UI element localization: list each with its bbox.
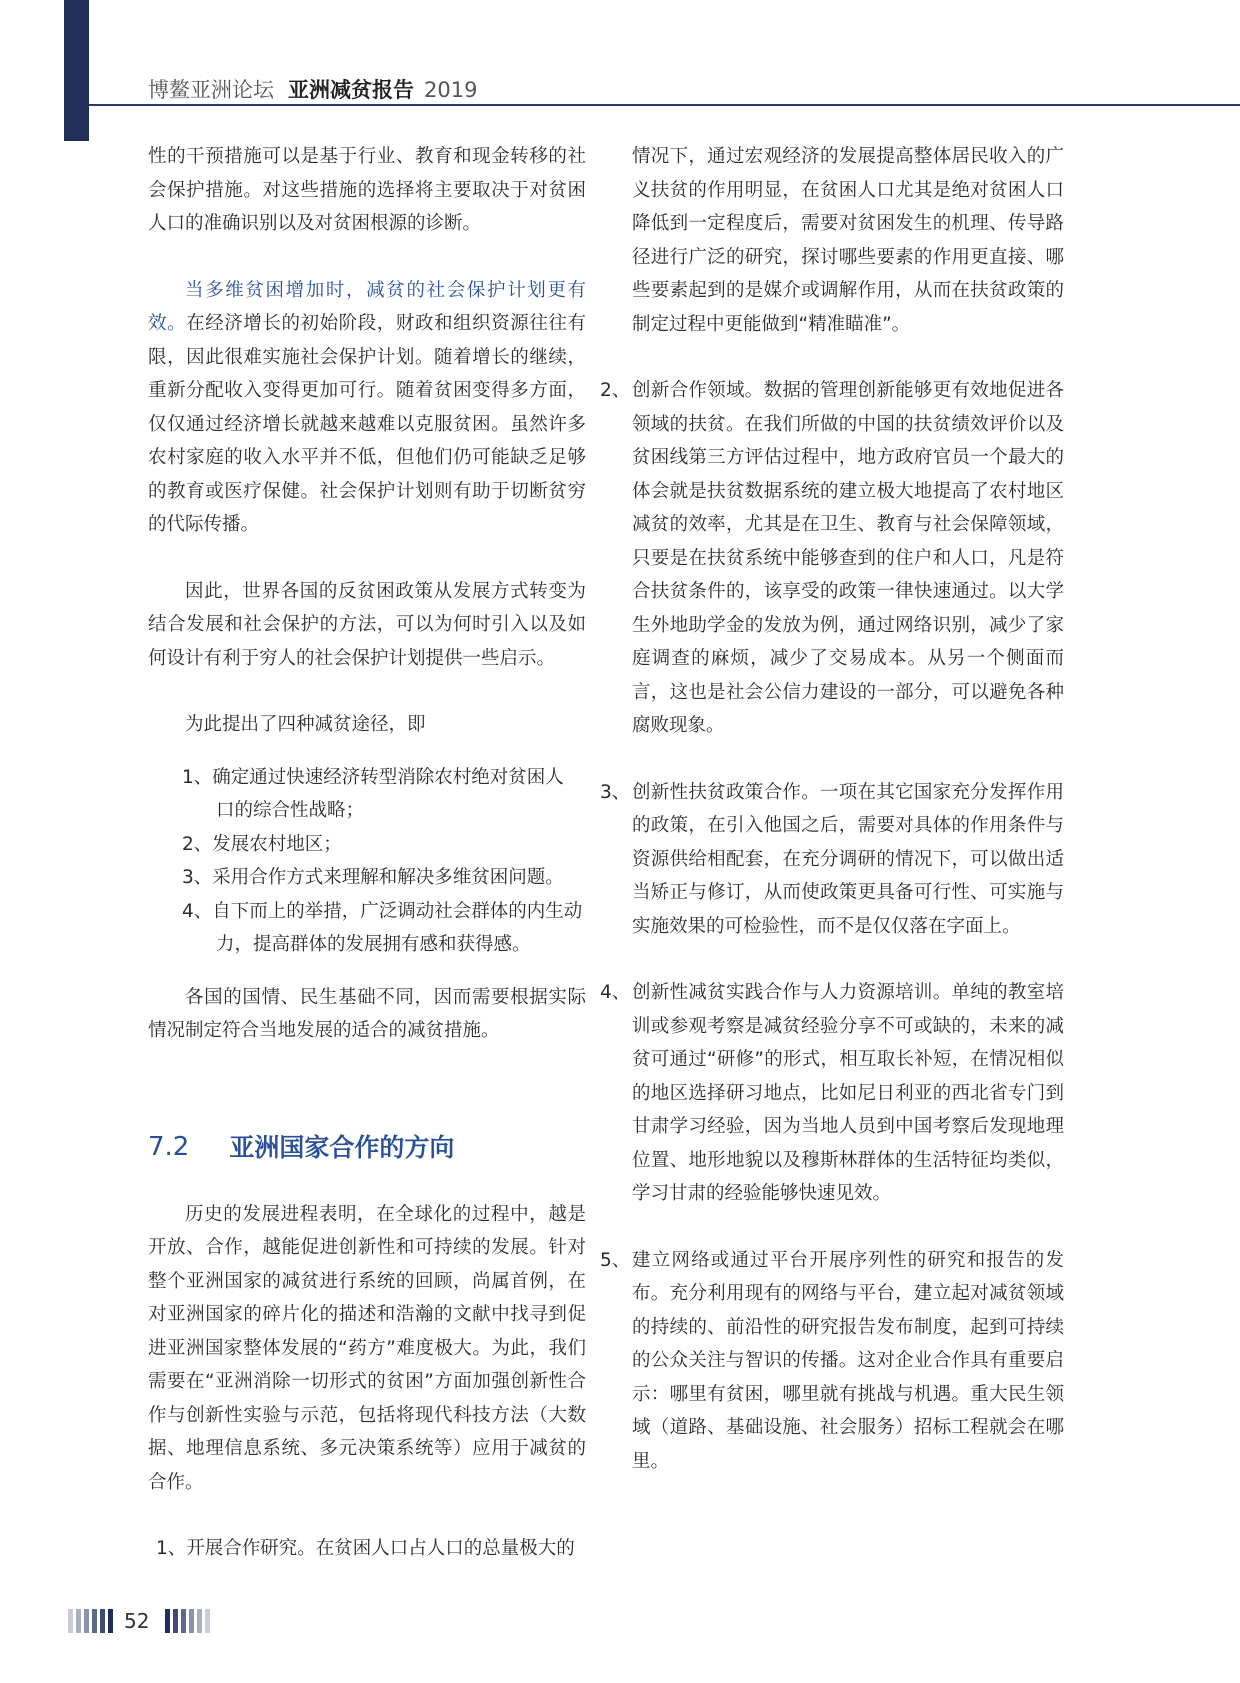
paragraph: 性的干预措施可以是基于行业、教育和现金转移的社会保护措施。对这些措施的选择将主要取决于对贫困人口的准确识别以及对贫困根源的诊断。 bbox=[148, 146, 586, 234]
footer-bars-right bbox=[165, 1609, 213, 1633]
page-number: 52 bbox=[124, 1609, 150, 1633]
list-intro: 为此提出了四种减贫途径，即 bbox=[185, 714, 426, 735]
section-heading bbox=[148, 1118, 586, 1178]
section-title: 亚洲国家合作的方向 bbox=[229, 1132, 455, 1162]
paragraph-text: 在经济增长的初始阶段，财政和组织资源往往有限，因此很难实施社会保护计划。随着增长的继续，重新分配收入变得更加可行。随着贫困变得多方面，仅仅通过经济增长就越来越难以克服贫困。虽然许多农村家庭的收入水平并不低，但他们仍可能缺乏足够的教育或医疗保健。社会保护计划则有助于切断贫穷的代际传播。 bbox=[148, 313, 586, 535]
numbered-item: 5、 建立网络或通过平台开展序列性的研究和报告的发布。充分利用现有的网络与平台，建立起对减贫领域的持续的、前沿性的研究报告发布制度，起到可持续的公众关注与智识的传播。这对企业合作具有重要启示：哪里有贫困，哪里就有挑战与机遇。重大民生领域（道路、基础设施、社会服务）招标工程就会在哪里。 bbox=[600, 1249, 1064, 1472]
paragraph: 历史的发展进程表明，在全球化的过程中，越是开放、合作，越能促进创新性和可持续的发展。针对整个亚洲国家的减贫进行系统的回顾，尚属首例，在对亚洲国家的碎片化的描述和浩瀚的文献中找寻到促进亚洲国家整体发展的“药方”难度极大。为此，我们需要在“亚洲消除一切形式的贫困”方面加强创新性合作与创新性实验与示范，包括将现代科技方法（大数据、地理信息系统、多元决策系统等）应用于减贫的合作。 bbox=[148, 1203, 586, 1493]
header-year: 2019 bbox=[424, 78, 478, 102]
paragraph: 因此，世界各国的反贫困政策从发展方式转变为结合发展和社会保护的方法，可以为何时引入以及如何设计有利于穷人的社会保护计划提供一些启示。 bbox=[148, 580, 586, 669]
section-number: 7.2 bbox=[148, 1131, 190, 1162]
paragraph: 1、开展合作研究。在贫困人口占人口的总量极大的 bbox=[156, 1538, 575, 1559]
left-column bbox=[148, 140, 586, 1566]
list-item: 3、 采用合作方式来理解和解决多维贫困问题。 bbox=[182, 867, 564, 888]
page-footer bbox=[68, 1608, 213, 1634]
header-forum: 博鳌亚洲论坛 bbox=[148, 78, 274, 102]
paragraph bbox=[148, 274, 586, 542]
paragraph: 各国的国情、民生基础不同，因而需要根据实际情况制定符合当地发展的适合的减贫措施。 bbox=[148, 986, 586, 1041]
list-item: 4、 自下而上的举措，广泛调动社会群体的内生动 bbox=[182, 900, 583, 922]
paragraph: 情况下，通过宏观经济的发展提高整体居民收入的广义扶贫的作用明显，在贫困人口尤其是绝对贫困人口降低到一定程度后，需要对贫困发生的机理、传导路径进行广泛的研究，探讨哪些要素的作用更直接、哪些要素起到的是媒介或调解作用，从而在扶贫政策的制定过程中更能做到“精准瞄准”。 bbox=[632, 146, 1064, 335]
numbered-item: 4、 创新性减贫实践合作与人力资源培训。单纯的教室培训或参观考察是减贫经验分享不可或缺的，未来的减贫可通过“研修”的形式，相互取长补短，在情况相似的地区选择研习地点，比如尼日利亚的西北省专门到甘肃学习经验，因为当地人员到中国考察后发现地理位置、地形地貌以及穆斯林群体的生活特征均类似，学习甘肃的经验能够快速见效。 bbox=[600, 982, 1064, 1204]
numbered-item: 2、 创新合作领域。数据的管理创新能够更有效地促进各领域的扶贫。在我们所做的中国的扶贫绩效评价以及贫困线第三方评估过程中，地方政府官员一个最大的体会就是扶贫数据系统的建立极大地提高了农村地区减贫的效率，尤其是在卫生、教育与社会保障领域，只要是在扶贫系统中能够查到的住户和人口，凡是符合扶贫条件的，该享受的政策一律快速通过。以大学生外地助学金的发放为例，通过网络识别，减少了家庭调查的麻烦，减少了交易成本。从另一个侧面而言，这也是社会公信力建设的一部分，可以避免各种腐败现象。 bbox=[600, 380, 1064, 736]
footer-bars-left bbox=[68, 1609, 116, 1633]
list-item: 1、 确定通过快速经济转型消除农村绝对贫困人 bbox=[182, 766, 564, 788]
running-header bbox=[148, 74, 477, 104]
key-finding: 当多维贫困增加时，减贫的社会保护计划更有效。 bbox=[148, 279, 586, 334]
right-column bbox=[600, 140, 1064, 1478]
header-report-title: 亚洲减贫报告 bbox=[288, 77, 414, 102]
numbered-item: 3、 创新性扶贫政策合作。一项在其它国家充分发挥作用的政策，在引入他国之后，需要对具体的作用条件与资源供给相配套，在充分调研的情况下，可以做出适当矫正与修订，从而使政策更具备可行性、可实施与实施效果的可检验性，而不是仅仅落在字面上。 bbox=[600, 781, 1064, 937]
header-rule bbox=[89, 104, 1240, 106]
list-item-continuation: 力，提高群体的发展拥有感和获得感。 bbox=[216, 934, 531, 955]
approach-list bbox=[148, 761, 586, 962]
list-item: 2、 发展农村地区； bbox=[182, 833, 342, 855]
corner-color-block bbox=[64, 0, 89, 141]
list-item-continuation: 口的综合性战略； bbox=[216, 800, 365, 821]
